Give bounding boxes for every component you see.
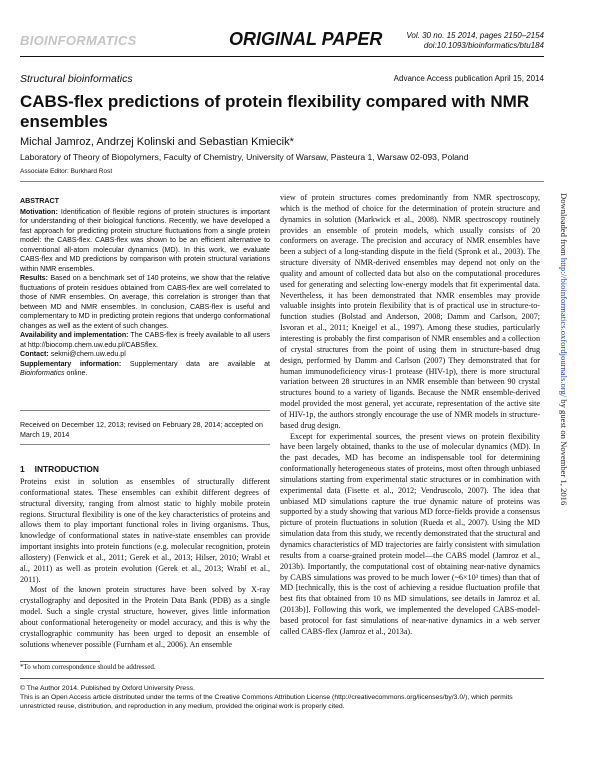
received-rule [20,444,270,445]
volume-info: Vol. 30 no. 15 2014, pages 2150–2154 [406,31,544,40]
copyright-line-2: This is an Open Access article distributed under the terms of the Creative Commons Attribution License (http://creativecommons.org/licenses/by/3.0/), which permits unrestricted reuse, distribution, and reproduction in any medium, provided the original work is properly cited. [20,694,513,710]
sidebar-link[interactable]: http://bioinformatics.oxfordjournals.org/ [559,257,569,398]
intro-body [20,477,270,651]
availability-label: Availability and implementation: [20,331,129,339]
affiliation: Laboratory of Theory of Biopolymers, Faculty of Chemistry, University of Warsaw, Pasteura 1, Warsaw 02-093, Poland [20,152,469,162]
results-text: Based on a benchmark set of 140 proteins, we show that the relative fluctuations of protein residues obtained from CABS-flex are well correlated to those of NMR ensembles. On average, this correlation is stronger than that between MD and NMR ensembles. In conclusion, CABS-flex is useful and complementary to MD in predicting protein regions that undergo conformational changes as well as the extent of such changes. [20,274,270,330]
received-dates: Received on December 12, 2013; revised on February 28, 2014; accepted on March 19, 2014 [20,421,263,439]
supplementary-journal: Bioinformatics [20,369,65,377]
availability-text[interactable]: The CABS-flex is freely available to all users at http://biocomp.chem.uw.edu.pl/CABSflex. [20,331,271,349]
associate-editor: Associate Editor: Burkhard Rost [20,168,113,175]
results-label: Results: [20,274,48,282]
copyright-rule [20,678,544,679]
sidebar-post: by guest on November 1, 2016 [559,397,569,506]
intro-paragraph-2: Most of the known protein structures have been solved by X-ray crystallography and deposited in the Protein Data Bank (PDB) as a single model. Such a single crystal structure, however, gives little information about conformational heterogeneity or model accuracy, and this is why the crystallographic community has been urged to deposit an ensemble of solutions whenever possible (Furnham et al., 2006). An ensemble [20,585,270,649]
intro-heading [20,464,109,474]
supplementary-post: online. [64,369,88,377]
section-label: Structural bioinformatics [20,73,133,85]
footnote-rule [20,661,100,662]
right-paragraph-1: view of protein structures comes predominantly from NMR spectroscopy, which is the method of choice for the determination of protein structure and dynamics in solution (Markwick et al., 2008). NMR spectroscopy routinely provides an ensemble of protein models, which usually consists of 20 conformers on average. The precision and accuracy of NMR ensembles have been a subject of a long-standing dispute in the field (Spronk et al., 2003). The structure diversity of NMR-derived ensembles may depend not only on the quality and amount of collected data but also on the computational procedures used for generating and selecting low-energy models that fit experimental data. Nevertheless, it has been demonstrated that NMR ensembles may provide valuable insights into protein flexibility that is of practical use in structure-to-function studies (Bolstad and Anderson, 2008; Damm and Carlson, 2007; Isvoran et al., 2011; Kneigel et al., 1997). Among these studies, particularly interesting is probably the first comparison of NMR ensembles and a collection of crystal structures from the point of using them in structure-based drug design, performed by Damm and Carlson (2007) They demonstrated that for human immunodeficiency virus-1 protease (HIV-1p), there is more structural variation between 28 structures in an NMR ensemble than between 90 crystal structures bound to a variety of ligands. Because the NMR ensemble-derived model provided the most general, yet accurate, representation of the active site of HIV-1p, the authors strongly encourage the use of NMR models in structure-based drug design. [280,193,540,430]
intro-paragraph-1: Proteins exist in solution as ensembles of structurally different conformational states. These ensembles can exhibit different degrees of structural diversity, ranging from almost static to highly mobile protein regions. Structural flexibility is one of the key characteristics of proteins and allows them to play important functional roles in living organisms. Thus, knowledge of conformational states in native-state ensembles can provide important insights into protein functions (e.g. molecular recognition, protein allostery) (Fenwick et al., 2011; Gerek et al., 2013; Hilser, 2010; Wrabl et al., 2011) as well as protein evolution (Gerek et al., 2013; Wrabl et al., 2011). [20,477,270,584]
doi[interactable]: doi:10.1093/bioinformatics/btu184 [423,41,544,50]
advance-access-date: Advance Access publication April 15, 2014 [393,74,544,83]
abstract-availability [20,331,270,350]
abstract-contact [20,350,270,360]
footnote: *To whom correspondence should be addressed. [20,663,156,671]
contact-email[interactable]: sekmi@chem.uw.edu.pl [50,350,126,358]
header-rule [20,56,544,57]
copyright-line-1: © The Author 2014. Published by Oxford University Press. [20,685,195,692]
copyright-block [20,684,544,711]
intro-number: 1 [20,464,25,474]
right-column [280,193,540,638]
sidebar-pre: Downloaded from [559,193,569,258]
abstract-results [20,274,270,331]
abstract-supplementary [20,360,270,379]
paper-type: ORIGINAL PAPER [229,29,383,49]
abstract-rule [20,410,270,411]
right-paragraph-2: Except for experimental sources, the present views on protein flexibility have been largely obtained, thanks to the use of molecular dynamics (MD). In the past decades, MD has become an indispensable tool for determining conformationally heterogeneous states of proteins, most often through unbiased simulations starting from experimental static structures or in combination with experimental data (Fisette et al., 2012; Vendruscolo, 2007). The idea that unbiased MD simulations capture the true dynamic nature of proteins was supported by a study showing that various MD force-fields provide a consensus picture of protein fluctuations in solution (Rueda et al., 2007). Using the MD simulation data from this study, we recently demonstrated that the structural and dynamics characteristics of MD trajectories are fairly consistent with simulation results from a coarse-grained protein model—the CABS model (Jamroz et al., 2013b). Importantly, the computational cost of obtaining near-native dynamics by CABS simulations was proved to be much lower (~6×10³ times) than that of MD [technically, this is the cost of achieving a residue fluctuation profile that best fits that obtained from 10 ns MD simulations, see details in Jamroz et al. (2013b)]. Following this work, we implemented the developed CABS-model-based protocol for fast simulations of near-native dynamics in a web server called CABS-flex (Jamroz et al., 2013a). [280,431,540,636]
motivation-text: Identification of flexible regions of protein structures is important for understanding of their biological functions. Recently, we have developed a fast approach for predicting protein structure fluctuations from a single protein model: the CABS-flex. CABS-flex was shown to be an efficient alternative to conventional all-atom molecular dynamics (MD). In this work, we evaluate CABS-flex and MD predictions by comparison with protein structural variations within NMR ensembles. [20,207,270,273]
abstract-heading: ABSTRACT [20,197,60,205]
download-sidebar [555,193,569,691]
title-rule [20,181,544,182]
motivation-label: Motivation: [20,207,58,216]
abstract-motivation [20,208,270,275]
supplementary-label: Supplementary information: [20,359,122,368]
authors: Michal Jamroz, Andrzej Kolinski and Sebastian Kmiecik* [20,136,294,148]
article-title: CABS-flex predictions of protein flexibility compared with NMR ensembles [20,92,530,131]
contact-label: Contact: [20,350,49,358]
volume-info-block [406,31,544,51]
abstract [20,197,270,379]
supplementary-pre: Supplementary data are available at [129,359,270,368]
intro-title: INTRODUCTION [34,464,99,474]
journal-name: BIOINFORMATICS [20,33,137,48]
